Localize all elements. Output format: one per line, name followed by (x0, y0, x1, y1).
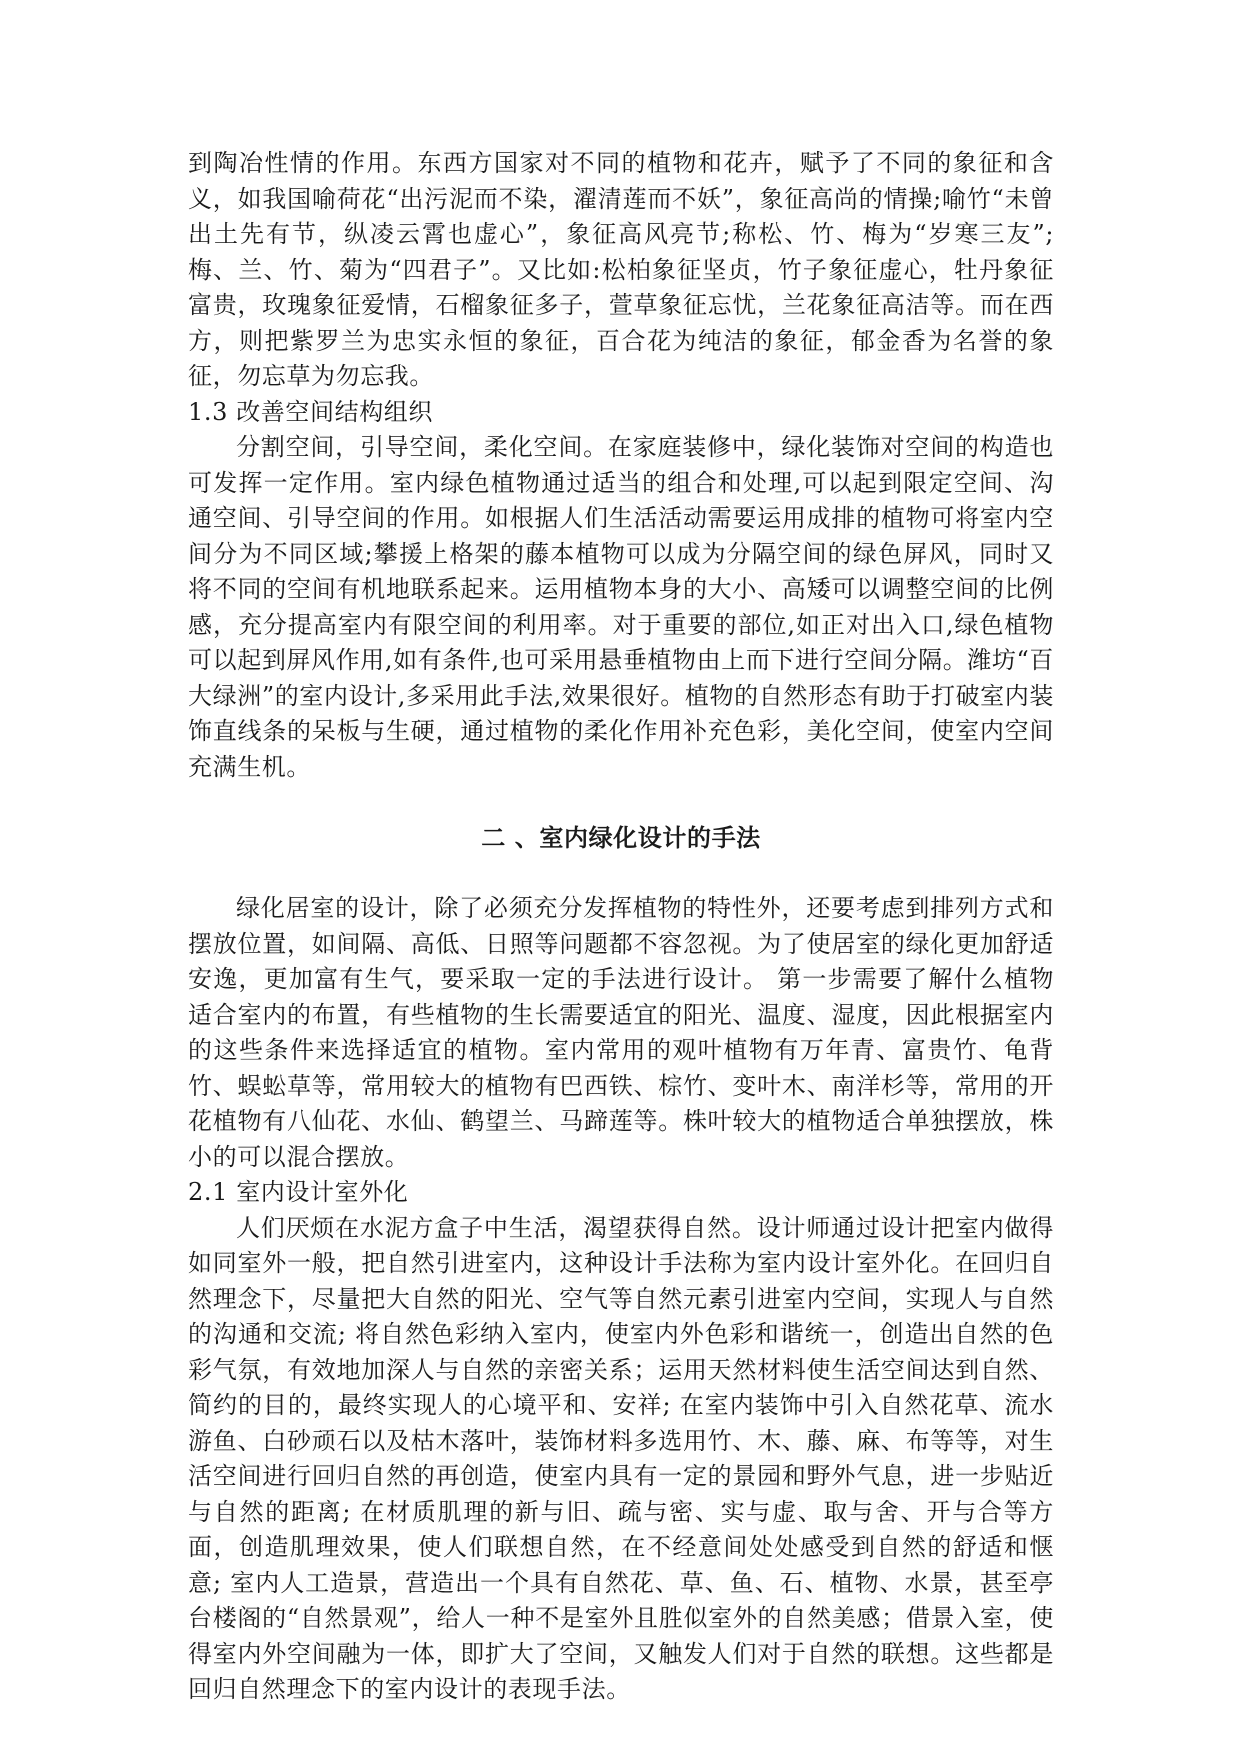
paragraph-space-structure: 分割空间，引导空间，柔化空间。在家庭装修中，绿化装饰对空间的构造也可发挥一定作用。室内绿色植物通过适当的组合和处理,可以起到限定空间、沟通空间、引导空间的作用。如根据人们生活活动需要运用成排的植物可将室内空间分为不同区域;攀援上格架的藤本植物可以成为分隔空间的绿色屏风，同时又将不同的空间有机地联系起来。运用植物本身的大小、高矮可以调整空间的比例感，充分提高室内有限空间的利用率。对于重要的部位,如正对出入口,绿色植物可以起到屏风作用,如有条件,也可采用悬垂植物由上而下进行空间分隔。潍坊“百大绿洲”的室内设计,多采用此手法,效果很好。植物的自然形态有助于打破室内装饰直线条的呆板与生硬，通过植物的柔化作用补充色彩，美化空间，使室内空间充满生机。 (188, 433, 1054, 781)
subheading-2-1: 2.1 室内设计室外化 (188, 1178, 409, 1206)
paragraph-indoor-outdoor: 人们厌烦在水泥方盒子中生活，渴望获得自然。设计师通过设计把室内做得如同室外一般，把自然引进室内，这种设计手法称为室内设计室外化。在回归自然理念下，尽量把大自然的阳光、空气等自然元素引进室内空间，实现人与自然的沟通和交流; 将自然色彩纳入室内，使室内外色彩和谐统一，创造出自然的色彩气氛，有效地加深人与自然的亲密关系；运用天然材料使生活空间达到自然、简约的目的，最终实现人的心境平和、安祥; 在室内装饰中引入自然花草、流水游鱼、白砂顽石以及枯木落叶，装饰材料多选用竹、木、藤、麻、布等等，对生活空间进行回归自然的再创造，使室内具有一定的景园和野外气息，进一步贴近与自然的距离; 在材质肌理的新与旧、疏与密、实与虚、取与舍、开与合等方面，创造肌理效果，使人们联想自然，在不经意间处处感受到自然的舒适和惬意; 室内人工造景，营造出一个具有自然花、草、鱼、石、植物、水景，甚至亭台楼阁的“自然景观”，给人一种不是室外且胜似室外的自然美感；借景入室，使得室内外空间融为一体，即扩大了空间，又触发人们对于自然的联想。这些都是回归自然理念下的室内设计的表现手法。 (188, 1213, 1054, 1703)
subheading-1-3: 1.3 改善空间结构组织 (188, 397, 433, 426)
section-title-greening-methods: 二 、室内绿化设计的手法 (481, 824, 761, 852)
paragraph-greening-design: 绿化居室的设计，除了必须充分发挥植物的特性外，还要考虑到排列方式和摆放位置，如间隔、高低、日照等问题都不容忽视。为了使居室的绿化更加舒适安逸，更加富有生气，要采取一定的手法进行设计。 第一步需要了解什么植物适合室内的布置，有些植物的生长需要适宜的阳光、温度、湿度，因此根据室内的这些条件来选择适宜的植物。室内常用的观叶植物有万年青、富贵竹、龟背竹、蜈蚣草等，常用较大的植物有巴西铁、棕竹、变叶木、南洋杉等，常用的开花植物有八仙花、水仙、鹤望兰、马蹄莲等。株叶较大的植物适合单独摆放，株小的可以混合摆放。 (188, 894, 1054, 1171)
document-body (188, 146, 1054, 1708)
paragraph-plant-symbolism: 到陶冶性情的作用。东西方国家对不同的植物和花卉，赋予了不同的象征和含义，如我国喻荷花“出污泥而不染，濯清莲而不妖”，象征高尚的情操;喻竹“未曾出土先有节，纵凌云霄也虚心”，象征高风亮节;称松、竹、梅为“岁寒三友”;梅、兰、竹、菊为“四君子”。又比如:松柏象征坚贞，竹子象征虚心，牡丹象征富贵，玫瑰象征爱情，石榴象征多子，萱草象征忘忧，兰花象征高洁等。而在西方，则把紫罗兰为忠实永恒的象征，百合花为纯洁的象征，郁金香为名誉的象征，勿忘草为勿忘我。 (188, 149, 1054, 390)
